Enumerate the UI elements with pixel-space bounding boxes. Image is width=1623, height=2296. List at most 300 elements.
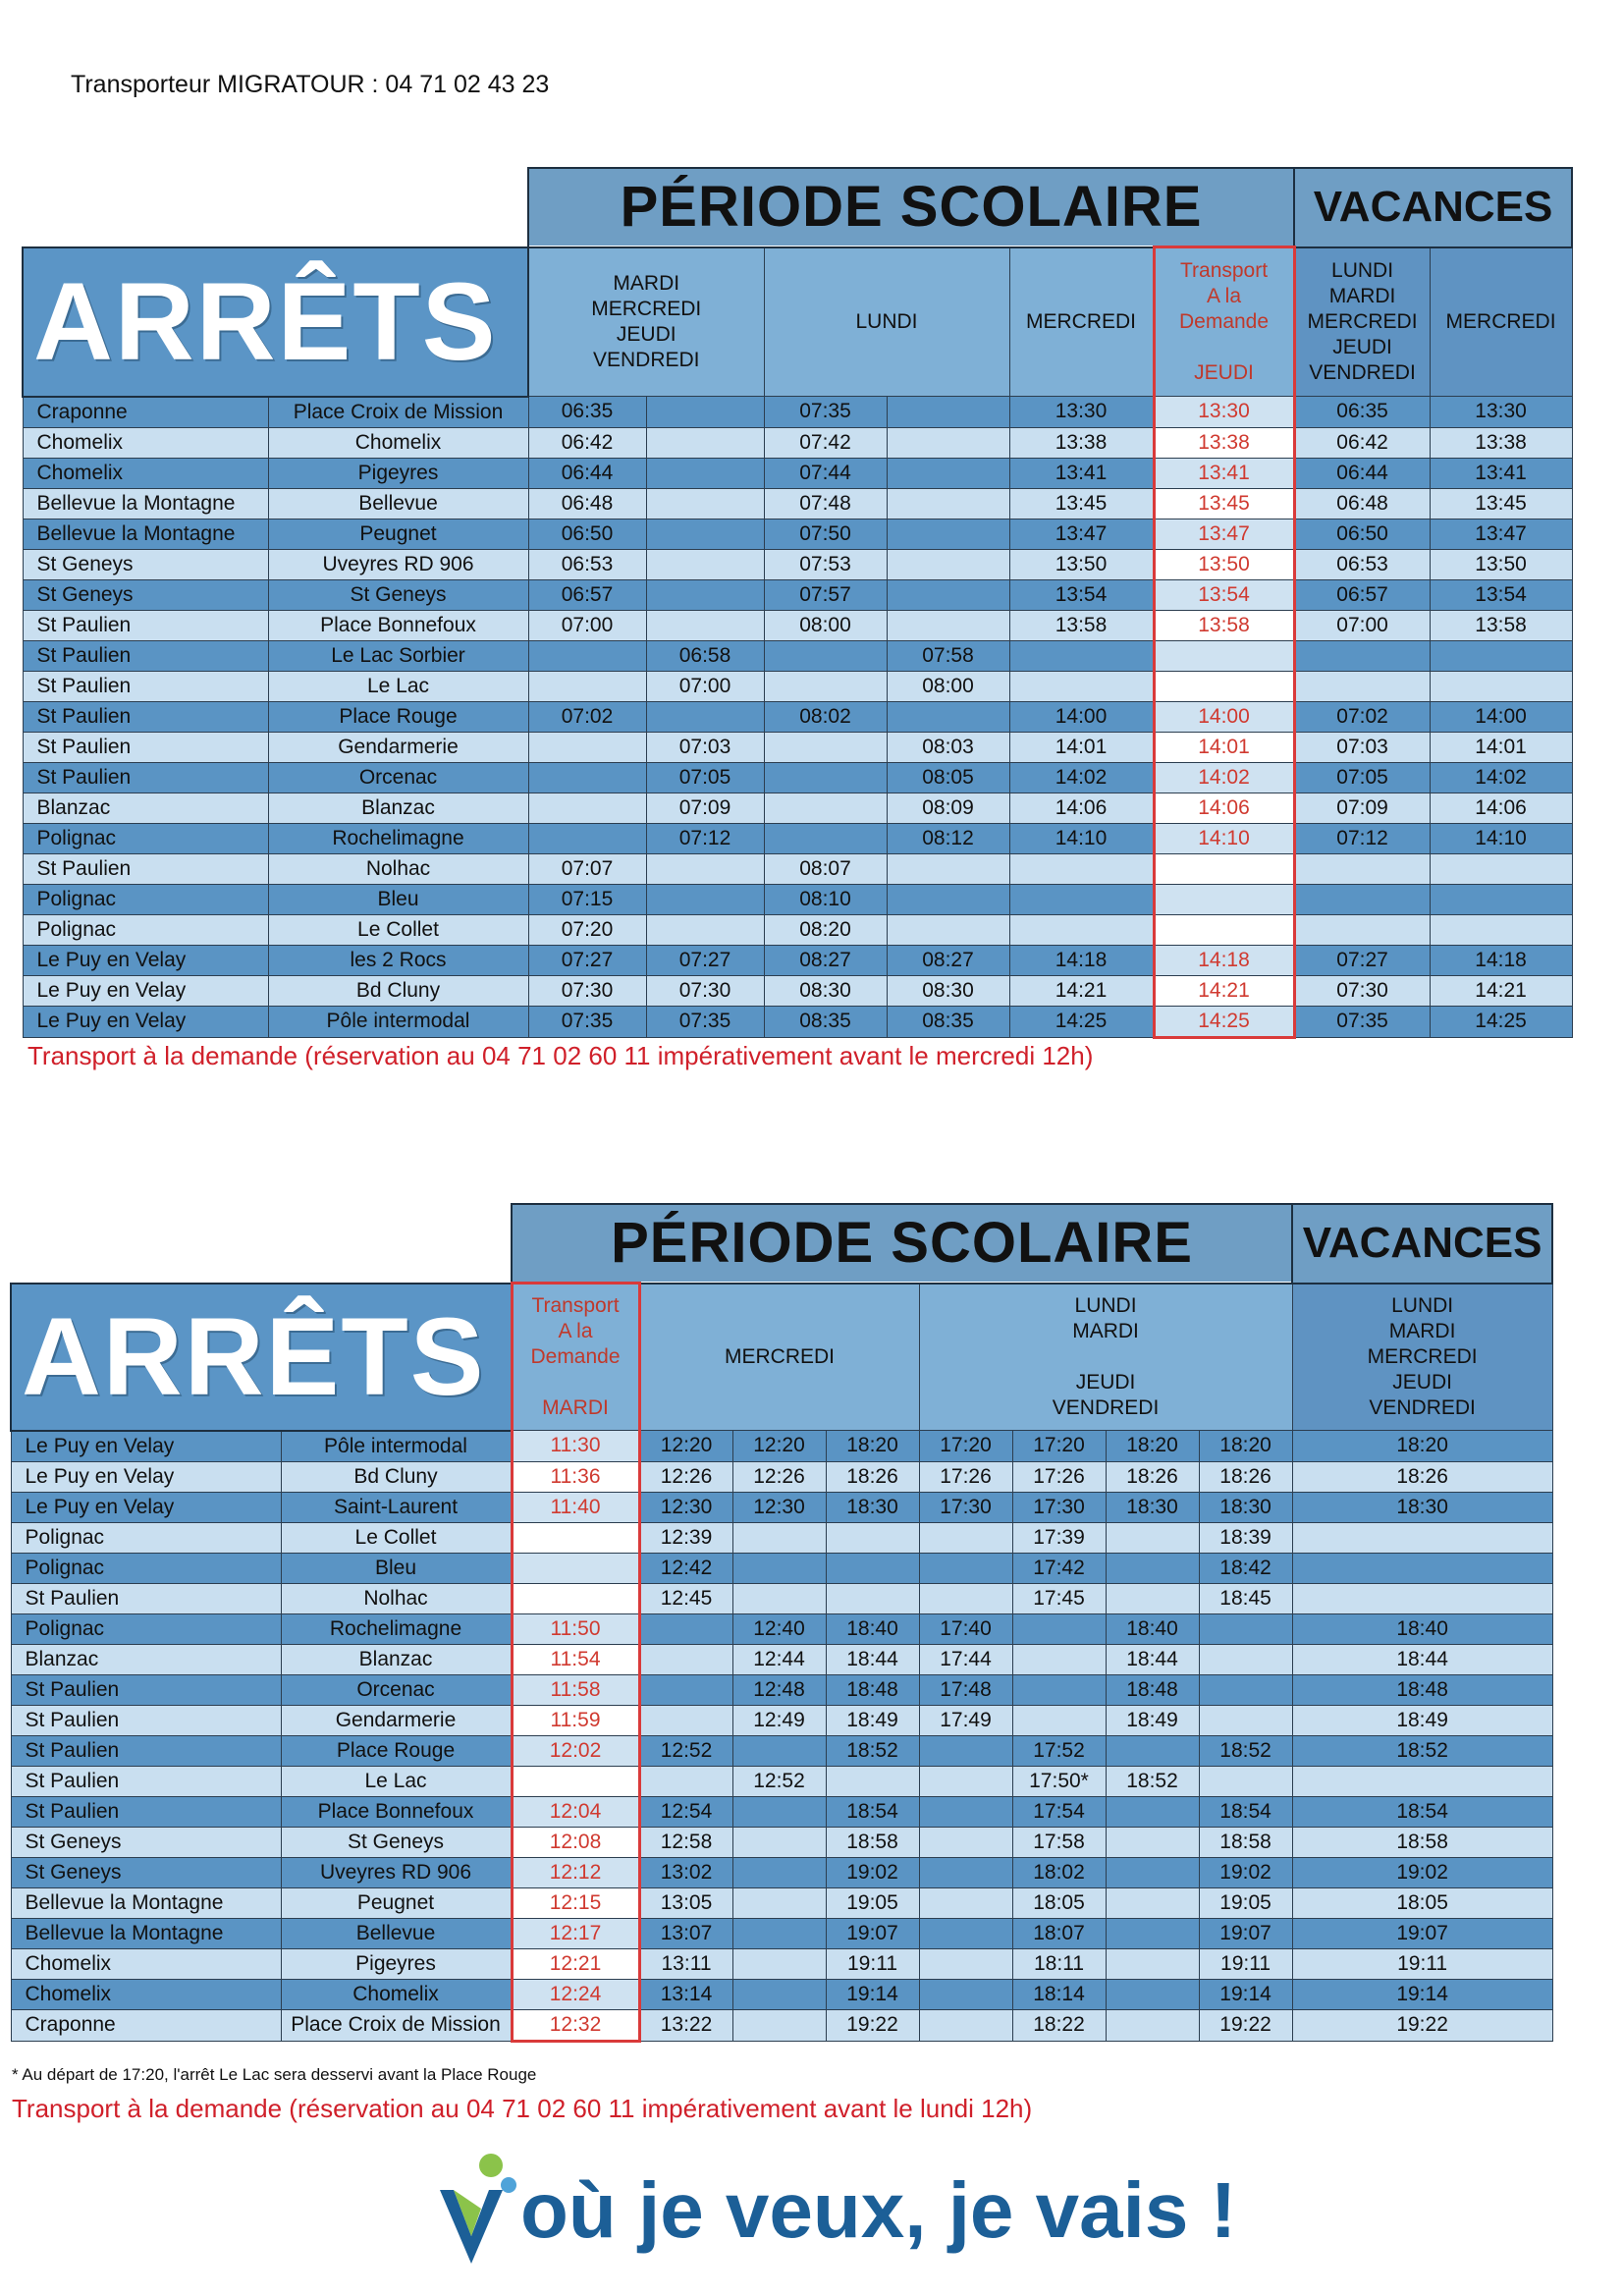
table-row [23, 640, 1572, 671]
time-cell [528, 732, 646, 762]
time-cell [1106, 1583, 1199, 1613]
time-cell: 14:01 [1430, 732, 1572, 762]
stop-place: Uveyres RD 906 [281, 1857, 512, 1887]
time-cell: 19:14 [826, 1979, 919, 2009]
time-cell [646, 458, 764, 488]
time-cell [1154, 914, 1294, 945]
time-cell: 12:32 [512, 2009, 639, 2041]
vacances-title: VACANCES [1292, 1204, 1552, 1284]
time-cell: 19:02 [1292, 1857, 1552, 1887]
table-row [11, 1948, 1552, 1979]
time-cell: 14:10 [1154, 823, 1294, 853]
time-cell [1106, 1796, 1199, 1827]
time-cell: 17:40 [919, 1613, 1012, 1644]
time-cell: 06:50 [528, 519, 646, 549]
time-cell [764, 793, 887, 823]
time-cell: 08:12 [887, 823, 1009, 853]
time-cell [732, 1918, 826, 1948]
time-cell: 12:45 [639, 1583, 732, 1613]
time-cell: 17:39 [1012, 1522, 1106, 1553]
time-cell [732, 1857, 826, 1887]
table-row [23, 549, 1572, 579]
time-cell [1106, 1857, 1199, 1887]
time-cell [826, 1583, 919, 1613]
time-cell: 14:25 [1009, 1006, 1154, 1037]
table-row [23, 732, 1572, 762]
time-cell: 07:05 [1294, 762, 1430, 793]
stop-town: Blanzac [11, 1644, 281, 1674]
time-cell: 13:30 [1009, 397, 1154, 428]
time-cell: 18:02 [1012, 1857, 1106, 1887]
col-header-mmjv: MARDI MERCREDI JEUDI VENDREDI [528, 247, 764, 397]
time-cell: 17:45 [1012, 1583, 1106, 1613]
time-cell: 13:38 [1009, 427, 1154, 458]
time-cell [1294, 853, 1430, 884]
time-cell: 18:26 [1106, 1461, 1199, 1492]
time-cell: 18:30 [1292, 1492, 1552, 1522]
time-cell: 13:47 [1009, 519, 1154, 549]
stop-town: St Paulien [23, 732, 268, 762]
time-cell: 19:07 [1199, 1918, 1292, 1948]
time-cell: 06:57 [1294, 579, 1430, 610]
time-cell: 13:50 [1009, 549, 1154, 579]
time-cell: 12:24 [512, 1979, 639, 2009]
time-cell: 17:42 [1012, 1553, 1106, 1583]
time-cell [764, 732, 887, 762]
stop-place: les 2 Rocs [268, 945, 528, 975]
time-cell: 17:20 [1012, 1431, 1106, 1462]
stop-place: Le Collet [281, 1522, 512, 1553]
time-cell: 08:27 [764, 945, 887, 975]
table-row [11, 1674, 1552, 1705]
time-cell: 07:30 [646, 975, 764, 1006]
time-cell: 07:05 [646, 762, 764, 793]
stop-place: Place Rouge [268, 701, 528, 732]
time-cell: 19:14 [1199, 1979, 1292, 2009]
time-cell: 08:00 [764, 610, 887, 640]
stop-town: St Paulien [11, 1674, 281, 1705]
time-cell: 06:53 [1294, 549, 1430, 579]
time-cell: 07:20 [528, 914, 646, 945]
time-cell [1294, 884, 1430, 914]
stop-place: Chomelix [268, 427, 528, 458]
time-cell [646, 549, 764, 579]
stop-town: Chomelix [11, 1948, 281, 1979]
col-header-vac-week: LUNDI MARDI MERCREDI JEUDI VENDREDI [1292, 1284, 1552, 1431]
stop-place: Rochelimagne [281, 1613, 512, 1644]
time-cell [528, 671, 646, 701]
stop-town: Le Puy en Velay [11, 1461, 281, 1492]
time-cell [646, 853, 764, 884]
time-cell [1106, 1948, 1199, 1979]
brand-logo [432, 2146, 1237, 2273]
time-cell [1199, 1674, 1292, 1705]
stop-town: St Paulien [11, 1735, 281, 1766]
time-cell: 12:48 [732, 1674, 826, 1705]
time-cell [512, 1583, 639, 1613]
time-cell: 18:45 [1199, 1583, 1292, 1613]
time-cell: 19:02 [1199, 1857, 1292, 1887]
stop-town: St Paulien [11, 1583, 281, 1613]
stop-town: Polignac [11, 1553, 281, 1583]
time-cell [512, 1766, 639, 1796]
time-cell [919, 1979, 1012, 2009]
time-cell: 13:41 [1009, 458, 1154, 488]
time-cell: 13:02 [639, 1857, 732, 1887]
stop-town: St Paulien [23, 762, 268, 793]
table-row [11, 1583, 1552, 1613]
table-row [23, 579, 1572, 610]
stop-town: Polignac [23, 914, 268, 945]
time-cell: 18:30 [1106, 1492, 1199, 1522]
time-cell: 18:40 [1106, 1613, 1199, 1644]
stop-town: Le Puy en Velay [23, 975, 268, 1006]
time-cell [1106, 1979, 1199, 2009]
time-cell: 07:27 [1294, 945, 1430, 975]
stop-place: Place Croix de Mission [281, 2009, 512, 2041]
stop-place: Bd Cluny [268, 975, 528, 1006]
table-row [23, 671, 1572, 701]
table-row [23, 519, 1572, 549]
table-row [11, 1796, 1552, 1827]
stop-place: Pôle intermodal [281, 1431, 512, 1462]
stop-place: Place Bonnefoux [281, 1796, 512, 1827]
time-cell: 12:54 [639, 1796, 732, 1827]
time-cell [1292, 1553, 1552, 1583]
time-cell [1009, 853, 1154, 884]
time-cell [646, 701, 764, 732]
time-cell: 14:01 [1154, 732, 1294, 762]
stop-place: Uveyres RD 906 [268, 549, 528, 579]
time-cell: 13:14 [639, 1979, 732, 2009]
time-cell [919, 1918, 1012, 1948]
time-cell: 06:48 [1294, 488, 1430, 519]
time-cell [887, 579, 1009, 610]
time-cell [1294, 640, 1430, 671]
time-cell: 13:58 [1154, 610, 1294, 640]
stop-town: St Paulien [11, 1796, 281, 1827]
time-cell [919, 1887, 1012, 1918]
time-cell: 06:44 [1294, 458, 1430, 488]
time-cell [764, 823, 887, 853]
schedule-table-outbound [22, 167, 1573, 1039]
time-cell: 18:40 [826, 1613, 919, 1644]
time-cell: 07:03 [1294, 732, 1430, 762]
time-cell [646, 914, 764, 945]
time-cell: 07:35 [646, 1006, 764, 1037]
time-cell: 08:30 [887, 975, 1009, 1006]
time-cell [826, 1522, 919, 1553]
time-cell: 18:14 [1012, 1979, 1106, 2009]
table-row [23, 458, 1572, 488]
time-cell: 18:58 [1199, 1827, 1292, 1857]
time-cell [732, 1735, 826, 1766]
stop-town: Blanzac [23, 793, 268, 823]
time-cell [1430, 640, 1572, 671]
time-cell [732, 1979, 826, 2009]
time-cell: 13:58 [1009, 610, 1154, 640]
time-cell: 13:05 [639, 1887, 732, 1918]
time-cell [1199, 1644, 1292, 1674]
time-cell [764, 640, 887, 671]
col-header-vac-week: LUNDI MARDI MERCREDI JEUDI VENDREDI [1294, 247, 1430, 397]
table-row [11, 2009, 1552, 2041]
time-cell [732, 1522, 826, 1553]
stop-place: Rochelimagne [268, 823, 528, 853]
stop-place: Bellevue [281, 1918, 512, 1948]
logo-slogan: où je veux, je vais ! [520, 2166, 1237, 2254]
table-row [23, 701, 1572, 732]
table-row [11, 1705, 1552, 1735]
time-cell [1154, 884, 1294, 914]
time-cell: 08:10 [764, 884, 887, 914]
time-cell [1199, 1766, 1292, 1796]
stop-place: Gendarmerie [281, 1705, 512, 1735]
time-cell: 18:11 [1012, 1948, 1106, 1979]
stop-place: St Geneys [268, 579, 528, 610]
stop-town: Bellevue la Montagne [11, 1887, 281, 1918]
time-cell: 06:42 [1294, 427, 1430, 458]
time-cell: 08:00 [887, 671, 1009, 701]
time-cell: 18:40 [1292, 1613, 1552, 1644]
stop-town: St Geneys [23, 549, 268, 579]
time-cell: 11:59 [512, 1705, 639, 1735]
time-cell: 12:39 [639, 1522, 732, 1553]
time-cell: 14:06 [1009, 793, 1154, 823]
stop-place: Place Croix de Mission [268, 397, 528, 428]
time-cell: 18:30 [826, 1492, 919, 1522]
time-cell: 07:42 [764, 427, 887, 458]
time-cell: 18:20 [1106, 1431, 1199, 1462]
time-cell [1009, 884, 1154, 914]
time-cell: 13:54 [1009, 579, 1154, 610]
time-cell: 12:15 [512, 1887, 639, 1918]
time-cell [512, 1553, 639, 1583]
time-cell: 06:58 [646, 640, 764, 671]
stop-place: Pigeyres [281, 1948, 512, 1979]
arrets-title: ARRÊTS [23, 247, 528, 397]
time-cell [1430, 853, 1572, 884]
time-cell: 17:54 [1012, 1796, 1106, 1827]
table-row [11, 1522, 1552, 1553]
time-cell: 07:53 [764, 549, 887, 579]
time-cell [1012, 1644, 1106, 1674]
stop-place: Peugnet [281, 1887, 512, 1918]
time-cell [646, 488, 764, 519]
time-cell [1009, 671, 1154, 701]
time-cell: 19:05 [826, 1887, 919, 1918]
time-cell: 18:48 [826, 1674, 919, 1705]
time-cell: 06:53 [528, 549, 646, 579]
time-cell [528, 823, 646, 853]
time-cell [646, 884, 764, 914]
time-cell: 18:07 [1012, 1918, 1106, 1948]
time-cell: 11:58 [512, 1674, 639, 1705]
time-cell: 17:26 [1012, 1461, 1106, 1492]
time-cell [887, 427, 1009, 458]
time-cell: 14:02 [1430, 762, 1572, 793]
time-cell: 13:30 [1430, 397, 1572, 428]
stop-place: Le Lac Sorbier [268, 640, 528, 671]
col-header-vac-mercredi: MERCREDI [1430, 247, 1572, 397]
table-row [11, 1461, 1552, 1492]
col-header-tad-jeudi: Transport A la Demande JEUDI [1154, 247, 1294, 397]
time-cell [639, 1674, 732, 1705]
table-row [23, 884, 1572, 914]
table-row [23, 488, 1572, 519]
time-cell: 19:07 [1292, 1918, 1552, 1948]
time-cell [919, 1796, 1012, 1827]
time-cell: 08:03 [887, 732, 1009, 762]
stop-town: St Geneys [11, 1827, 281, 1857]
time-cell [646, 579, 764, 610]
table-row [11, 1644, 1552, 1674]
time-cell: 13:58 [1430, 610, 1572, 640]
time-cell [1154, 853, 1294, 884]
time-cell [732, 1553, 826, 1583]
time-cell: 14:18 [1154, 945, 1294, 975]
table-row [11, 1887, 1552, 1918]
time-cell: 06:57 [528, 579, 646, 610]
time-cell [887, 914, 1009, 945]
time-cell [528, 640, 646, 671]
stop-place: Place Rouge [281, 1735, 512, 1766]
time-cell: 18:20 [1199, 1431, 1292, 1462]
time-cell [639, 1613, 732, 1644]
time-cell: 07:30 [528, 975, 646, 1006]
stop-town: Le Puy en Velay [23, 945, 268, 975]
time-cell: 19:07 [826, 1918, 919, 1948]
time-cell: 07:12 [646, 823, 764, 853]
time-cell: 07:02 [1294, 701, 1430, 732]
time-cell: 17:58 [1012, 1827, 1106, 1857]
time-cell: 13:45 [1154, 488, 1294, 519]
time-cell [919, 1857, 1012, 1887]
time-cell: 18:44 [826, 1644, 919, 1674]
time-cell: 12:17 [512, 1918, 639, 1948]
stop-place: St Geneys [281, 1827, 512, 1857]
time-cell: 14:00 [1430, 701, 1572, 732]
time-cell: 12:52 [732, 1766, 826, 1796]
time-cell: 17:30 [919, 1492, 1012, 1522]
time-cell: 17:30 [1012, 1492, 1106, 1522]
table-row [23, 975, 1572, 1006]
time-cell: 17:26 [919, 1461, 1012, 1492]
time-cell [732, 1796, 826, 1827]
col-header-lundi: LUNDI [764, 247, 1009, 397]
time-cell [887, 853, 1009, 884]
table-row [23, 793, 1572, 823]
tad-note-2: Transport à la demande (réservation au 04 71 02 60 11 impérativement avant le lundi 12h) [12, 2094, 1033, 2123]
time-cell: 17:20 [919, 1431, 1012, 1462]
stop-place: Nolhac [281, 1583, 512, 1613]
stop-place: Pigeyres [268, 458, 528, 488]
time-cell: 17:44 [919, 1644, 1012, 1674]
header-spacer [23, 168, 528, 247]
time-cell: 18:58 [1292, 1827, 1552, 1857]
time-cell: 11:30 [512, 1431, 639, 1462]
stop-town: St Paulien [23, 671, 268, 701]
stop-town: Bellevue la Montagne [11, 1918, 281, 1948]
time-cell [919, 1553, 1012, 1583]
time-cell: 12:04 [512, 1796, 639, 1827]
time-cell: 07:15 [528, 884, 646, 914]
time-cell: 12:26 [732, 1461, 826, 1492]
stop-town: Polignac [11, 1613, 281, 1644]
stop-place: Place Bonnefoux [268, 610, 528, 640]
time-cell [1106, 1735, 1199, 1766]
stop-town: Polignac [23, 823, 268, 853]
time-cell: 11:54 [512, 1644, 639, 1674]
time-cell [887, 397, 1009, 428]
schedule-table-return [10, 1203, 1553, 2043]
col-header-week: LUNDI MARDI JEUDI VENDREDI [919, 1284, 1292, 1431]
stop-place: Gendarmerie [268, 732, 528, 762]
table-row [23, 762, 1572, 793]
stop-place: Blanzac [268, 793, 528, 823]
time-cell: 07:07 [528, 853, 646, 884]
time-cell [887, 701, 1009, 732]
table-row [23, 397, 1572, 428]
time-cell [732, 1827, 826, 1857]
droplet-v-logo-icon [432, 2146, 520, 2273]
time-cell [764, 671, 887, 701]
time-cell: 14:01 [1009, 732, 1154, 762]
stop-place: Bleu [268, 884, 528, 914]
time-cell: 07:50 [764, 519, 887, 549]
time-cell: 13:38 [1154, 427, 1294, 458]
stop-place: Le Collet [268, 914, 528, 945]
time-cell: 18:26 [826, 1461, 919, 1492]
time-cell [1199, 1705, 1292, 1735]
time-cell [732, 1948, 826, 1979]
time-cell: 18:30 [1199, 1492, 1292, 1522]
time-cell: 13:45 [1009, 488, 1154, 519]
time-cell [646, 519, 764, 549]
time-cell [639, 1644, 732, 1674]
time-cell: 07:09 [1294, 793, 1430, 823]
time-cell: 12:30 [732, 1492, 826, 1522]
time-cell [919, 1948, 1012, 1979]
time-cell: 07:09 [646, 793, 764, 823]
time-cell: 18:39 [1199, 1522, 1292, 1553]
time-cell: 13:22 [639, 2009, 732, 2041]
time-cell: 12:08 [512, 1827, 639, 1857]
vacances-title: VACANCES [1294, 168, 1572, 247]
time-cell: 18:05 [1012, 1887, 1106, 1918]
time-cell [764, 762, 887, 793]
time-cell: 18:52 [826, 1735, 919, 1766]
time-cell: 14:02 [1009, 762, 1154, 793]
time-cell: 12:12 [512, 1857, 639, 1887]
time-cell: 08:27 [887, 945, 1009, 975]
time-cell: 14:21 [1430, 975, 1572, 1006]
time-cell: 13:41 [1430, 458, 1572, 488]
time-cell: 18:52 [1292, 1735, 1552, 1766]
time-cell: 12:42 [639, 1553, 732, 1583]
time-cell: 14:21 [1009, 975, 1154, 1006]
table-row [11, 1857, 1552, 1887]
time-cell: 08:07 [764, 853, 887, 884]
time-cell: 12:26 [639, 1461, 732, 1492]
time-cell [1430, 914, 1572, 945]
time-cell [1294, 671, 1430, 701]
table-row [23, 945, 1572, 975]
stop-town: Craponne [11, 2009, 281, 2041]
time-cell [826, 1766, 919, 1796]
stop-place: Chomelix [281, 1979, 512, 2009]
time-cell: 06:35 [1294, 397, 1430, 428]
